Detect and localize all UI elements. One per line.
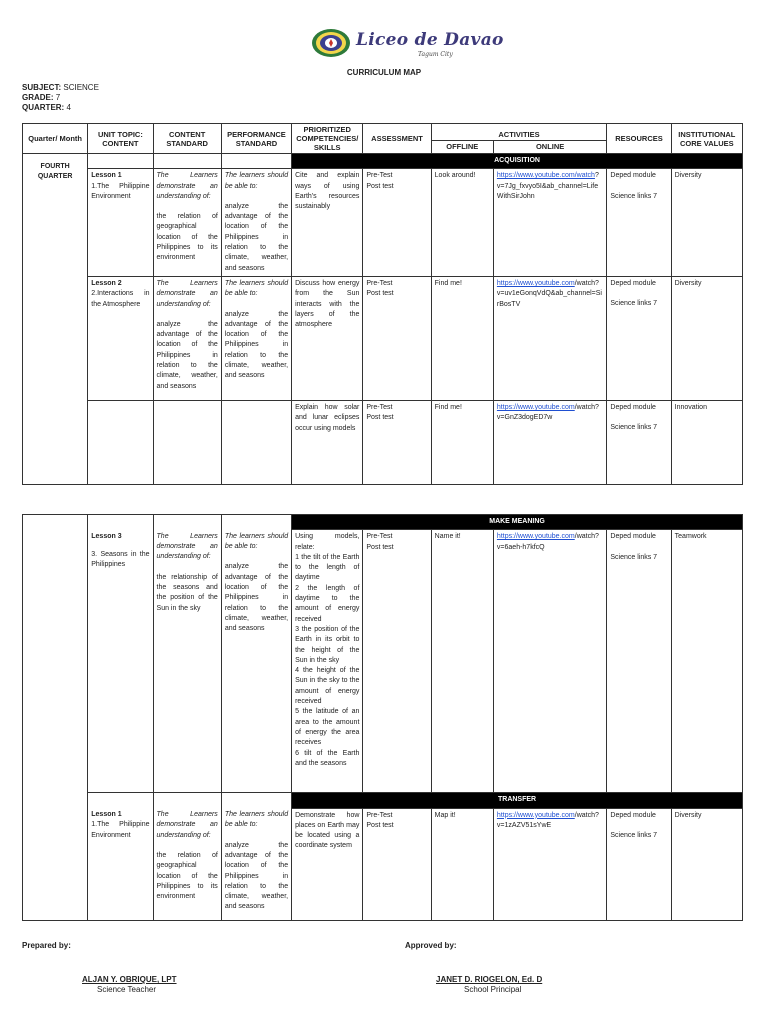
competency-cell — [292, 530, 363, 793]
subject-label: SUBJECT: — [22, 83, 62, 92]
quarter-month-cell-empty — [23, 515, 88, 921]
content-standard-cell — [153, 808, 221, 920]
assessment-pre: Pre-Test — [366, 279, 393, 287]
assessment-cell — [363, 169, 431, 277]
table-row — [23, 276, 743, 400]
col-header-content: CONTENT STANDARD — [153, 124, 221, 154]
competency-item: 2 the length of daytime to the amount of energy received — [295, 584, 360, 623]
col-header-offline: OFFLINE — [431, 140, 493, 153]
quarter-month-label: FOURTH QUARTER — [37, 163, 73, 181]
phase-spacer — [153, 154, 221, 169]
performance-standard-cell — [221, 169, 291, 277]
subject-line — [22, 83, 99, 93]
performance-intro: The learners should be able to: — [224, 172, 289, 190]
lesson-title: Lesson 1 — [91, 172, 122, 180]
document-header — [0, 24, 768, 64]
col-header-quarter: Quarter/ Month — [23, 124, 88, 154]
phase-label-make-meaning: MAKE MEANING — [292, 515, 743, 530]
school-seal-icon — [311, 28, 351, 58]
youtube-link[interactable]: https://www.youtube.com/watch — [496, 172, 595, 180]
col-header-assessment: ASSESSMENT — [363, 124, 431, 154]
content-body: the relation of geographical location of the Philippines to its environment — [156, 213, 218, 262]
core-value-cell: Diversity — [671, 808, 742, 920]
prepared-by-role: Science Teacher — [97, 985, 156, 994]
content-intro: The Learners demonstrate an understanding of: — [156, 811, 218, 839]
phase-spacer — [221, 515, 291, 530]
curriculum-table-1 — [22, 123, 743, 485]
content-body: the relationship of the seasons and the position of the Sun in the sky — [156, 573, 218, 612]
grade-line — [22, 93, 99, 103]
phase-row-make-meaning — [23, 515, 743, 530]
offline-activity-cell: Name it! — [431, 530, 493, 793]
performance-standard-cell — [221, 276, 291, 400]
col-header-performance: PERFORMANCE STANDARD — [221, 124, 291, 154]
resources-cell — [607, 169, 671, 277]
youtube-link[interactable]: https://www.youtube.com — [496, 403, 575, 411]
offline-activity-cell: Find me! — [431, 400, 493, 484]
approved-by-label: Approved by: — [405, 941, 457, 950]
youtube-link-rest: /watch?v=6aeh-h7kfcQ — [496, 533, 599, 551]
document-meta — [22, 83, 99, 113]
phase-spacer — [88, 154, 153, 169]
table-row — [23, 808, 743, 920]
assessment-post: Post test — [366, 290, 394, 298]
performance-intro: The learners should be able to: — [224, 532, 289, 551]
content-intro: The Learners demonstrate an understanding of: — [156, 279, 218, 308]
content-standard-cell — [153, 169, 221, 277]
performance-body: analyze the advantage of the location of the Philippines in relation to the climate, weather, and seasons — [224, 841, 289, 911]
resources-cell — [607, 808, 671, 920]
assessment-post: Post test — [366, 543, 394, 551]
lesson-topic: 1.The Philippine Environment — [91, 182, 150, 200]
resource-links: Science links 7 — [610, 192, 658, 200]
assessment-post: Post test — [366, 182, 394, 190]
lesson-title: Lesson 1 — [91, 811, 122, 819]
school-location: Tagum City — [418, 51, 453, 58]
assessment-pre: Pre-Test — [366, 811, 393, 819]
assessment-pre: Pre-Test — [366, 533, 393, 541]
resources-cell — [607, 400, 671, 484]
assessment-cell — [363, 808, 431, 920]
content-intro: The Learners demonstrate an understanding of: — [156, 172, 218, 200]
lesson-topic: 3. Seasons in the Philippines — [91, 551, 150, 569]
grade-value: 7 — [55, 93, 61, 102]
competency-item: 4 the height of the Sun in the sky to the amount of energy received — [295, 667, 360, 706]
competency-item: 5 the latitude of an area to the amount of energy the area receives — [295, 708, 360, 747]
quarter-month-cell — [23, 154, 88, 485]
competency-cell: Cite and explain ways of using Earth's resources sustainably — [292, 169, 363, 277]
online-activity-cell — [493, 530, 606, 793]
online-activity-cell — [493, 276, 606, 400]
header-row — [23, 124, 743, 141]
youtube-link-rest: /watch?v=uv1eGonqVdQ&ab_channel=SirBosTV — [496, 279, 602, 308]
assessment-post: Post test — [366, 821, 394, 829]
performance-standard-cell — [221, 808, 291, 920]
grade-label: GRADE: — [22, 93, 54, 102]
competency-cell: Demonstrate how places on Earth may be located using a coordinate system — [292, 808, 363, 920]
offline-activity-cell: Find me! — [431, 276, 493, 400]
resource-links: Science links 7 — [610, 831, 658, 839]
core-value-cell: Teamwork — [671, 530, 742, 793]
prepared-by-name: ALJAN Y. OBRIQUE, LPT — [82, 975, 177, 984]
competency-item: 1 the tilt of the Earth to the length of daytime — [295, 553, 360, 582]
quarter-label: QUARTER: — [22, 103, 65, 112]
competency-item: 6 tilt of the Earth and the seasons — [295, 749, 360, 767]
youtube-link-rest: /watch?v=1zAZV51sYwE — [496, 811, 599, 829]
phase-spacer — [88, 793, 153, 808]
col-header-activities: ACTIVITIES — [431, 124, 607, 141]
school-name: Liceo de Davao — [356, 30, 504, 50]
col-header-resources: RESOURCES — [607, 124, 671, 154]
table-row — [23, 169, 743, 277]
core-value-cell: Diversity — [671, 169, 742, 277]
content-standard-cell-empty — [153, 400, 221, 484]
content-standard-cell — [153, 530, 221, 793]
resource-module: Deped module — [610, 533, 656, 541]
resource-module: Deped module — [610, 811, 656, 819]
lesson-title: Lesson 3 — [91, 532, 122, 540]
unit-cell — [88, 530, 153, 793]
approved-by-name: JANET D. RIOGELON, Ed. D — [436, 975, 543, 984]
phase-label-acquisition: ACQUISITION — [292, 154, 743, 169]
performance-intro: The learners should be able to: — [224, 811, 289, 829]
assessment-pre: Pre-Test — [366, 403, 393, 411]
youtube-link[interactable]: https://www.youtube.com — [496, 533, 575, 541]
youtube-link-rest: ?v=7Jg_fxvyo5I&ab_channel=LifeWithSirJohn — [496, 172, 599, 200]
unit-cell-empty — [88, 400, 153, 484]
resource-module: Deped module — [610, 279, 656, 287]
online-activity-cell — [493, 808, 606, 920]
resource-links: Science links 7 — [610, 424, 658, 432]
core-value-cell: Diversity — [671, 276, 742, 400]
quarter-line — [22, 103, 99, 113]
assessment-cell — [363, 276, 431, 400]
performance-intro: The learners should be able to: — [224, 279, 289, 298]
phase-row-transfer — [23, 793, 743, 808]
phase-spacer — [221, 793, 291, 808]
content-body: the relation of geographical location of the Philippines to its environment — [156, 851, 218, 901]
resource-links: Science links 7 — [610, 300, 658, 308]
phase-label-transfer: TRANSFER — [292, 793, 743, 808]
table-row — [23, 400, 743, 484]
performance-body: analyze the advantage of the location of the Philippines in relation to the climate, weather, and seasons — [224, 310, 289, 380]
resource-links: Science links 7 — [610, 553, 658, 561]
content-standard-cell — [153, 276, 221, 400]
lesson-title: Lesson 2 — [91, 279, 122, 287]
resources-cell — [607, 276, 671, 400]
competency-cell: Discuss how energy from the Sun interacts with the layers of the atmosphere — [292, 276, 363, 400]
performance-standard-cell-empty — [221, 400, 291, 484]
assessment-cell — [363, 400, 431, 484]
approved-by-role: School Principal — [464, 985, 522, 994]
lesson-topic: 1.The Philippine Environment — [91, 821, 150, 839]
content-intro: The Learners demonstrate an understanding of: — [156, 532, 218, 561]
assessment-cell — [363, 530, 431, 793]
col-header-unit: UNIT TOPIC: CONTENT — [88, 124, 153, 154]
offline-activity-cell: Look around! — [431, 169, 493, 277]
col-header-competencies: PRIORITIZED COMPETENCIES/ SKILLS — [292, 124, 363, 154]
online-activity-cell — [493, 400, 606, 484]
online-activity-cell — [493, 169, 606, 277]
unit-cell — [88, 169, 153, 277]
youtube-link[interactable]: https://www.youtube.com — [496, 279, 575, 287]
core-value-cell: Innovation — [671, 400, 742, 484]
phase-row-acquisition — [23, 154, 743, 169]
assessment-post: Post test — [366, 414, 394, 422]
assessment-pre: Pre-Test — [366, 172, 393, 180]
competency-item: 3 the position of the Earth in its orbit to the height of the Sun in the sky — [295, 625, 360, 664]
col-header-values: INSTITUTIONAL CORE VALUES — [671, 124, 742, 154]
offline-activity-cell: Map it! — [431, 808, 493, 920]
competency-intro: Using models, relate: — [295, 533, 360, 551]
resources-cell — [607, 530, 671, 793]
youtube-link-rest: /watch?v=GnZ3dogED7w — [496, 403, 599, 422]
phase-spacer — [221, 154, 291, 169]
subject-value: SCIENCE — [63, 83, 99, 92]
unit-cell — [88, 808, 153, 920]
col-header-online: ONLINE — [493, 140, 606, 153]
performance-standard-cell — [221, 530, 291, 793]
competency-cell: Explain how solar and lunar eclipses occur using models — [292, 400, 363, 484]
curriculum-table-2 — [22, 514, 743, 921]
content-body: analyze the advantage of the location of the Philippines in relation to the climate, weather, and seasons — [156, 320, 218, 390]
unit-cell — [88, 276, 153, 400]
performance-body: analyze the advantage of the location of the Philippines in relation to the climate, weather, and seasons — [224, 563, 289, 633]
phase-spacer — [88, 515, 153, 530]
document-title: CURRICULUM MAP — [346, 68, 422, 77]
resource-module: Deped module — [610, 403, 656, 411]
phase-spacer — [153, 515, 221, 530]
phase-spacer — [153, 793, 221, 808]
resource-module: Deped module — [610, 172, 656, 180]
lesson-topic: 2.Interactions in the Atmosphere — [91, 290, 150, 308]
prepared-by-label: Prepared by: — [22, 941, 71, 950]
table-row — [23, 530, 743, 793]
youtube-link[interactable]: https://www.youtube.com — [496, 811, 575, 819]
performance-body: analyze the advantage of the location of the Philippines in relation to the climate, weather, and seasons — [224, 202, 289, 272]
quarter-value: 4 — [66, 103, 71, 112]
